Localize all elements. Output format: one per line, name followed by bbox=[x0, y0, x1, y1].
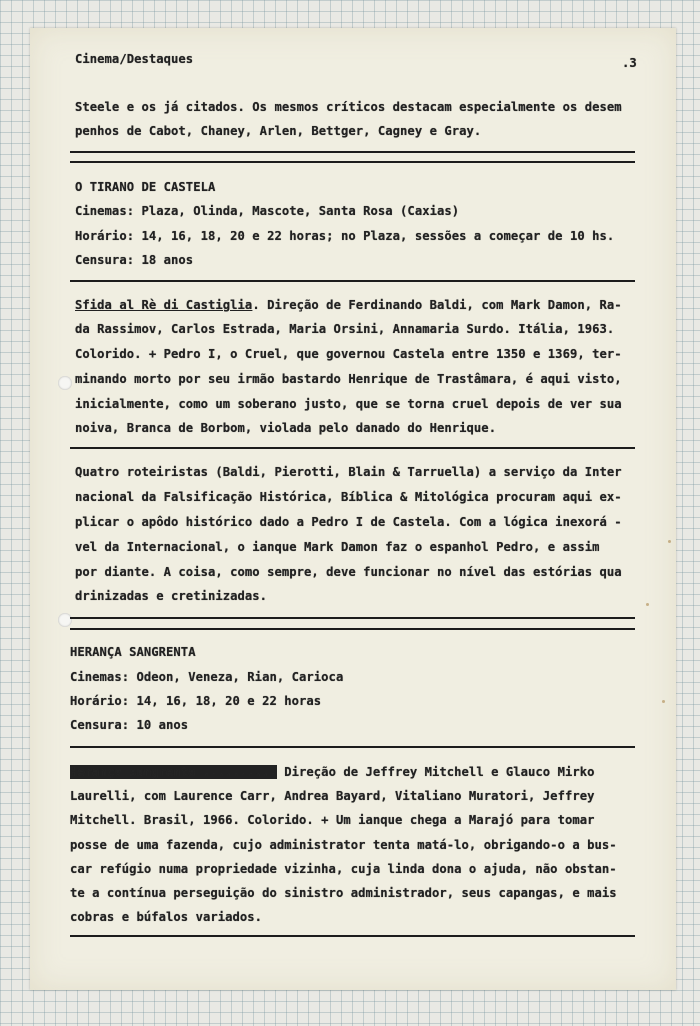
film-horario: Horário: 14, 16, 18, 20 e 22 horas; no Plaza, sessões a começar de 10 hs. bbox=[75, 229, 615, 243]
review-line: drinizadas e cretinizadas. bbox=[75, 589, 268, 603]
review-line: vel da Internacional, o ianque Mark Damon faz o espanhol Pedro, e assim bbox=[75, 540, 600, 554]
synopsis-line: te a contínua perseguição do sinistro administrador, seus capangas, e mais bbox=[70, 886, 617, 900]
film-censura: Censura: 10 anos bbox=[70, 718, 189, 732]
synopsis-line: posse de uma fazenda, cujo administrator tenta matá-lo, obrigando-o a bus- bbox=[70, 838, 617, 852]
film-cinemas: Cinemas: Plaza, Olinda, Mascote, Santa Rosa (Caxias) bbox=[75, 204, 460, 218]
divider bbox=[70, 746, 635, 748]
film-title: O TIRANO DE CASTELA bbox=[75, 180, 216, 194]
paper-stain bbox=[662, 700, 665, 703]
paper-stain bbox=[646, 603, 649, 606]
synopsis-line: Herança sangrenta .......... Direção de Jeffrey Mitchell e Glauco Mirko bbox=[70, 765, 595, 779]
synopsis-line: cobras e búfalos variados. bbox=[70, 910, 263, 924]
review-line: plicar o apôdo histórico dado a Pedro I de Castela. Com a lógica inexorá - bbox=[75, 515, 622, 529]
divider bbox=[70, 151, 635, 153]
synopsis-line: Sfida al Rè di Castiglia. Direção de Ferdinando Baldi, com Mark Damon, Ra- bbox=[75, 298, 622, 312]
film-censura: Censura: 18 anos bbox=[75, 253, 194, 267]
struck-out-title: Herança sangrenta .......... bbox=[70, 765, 277, 779]
synopsis-line: da Rassimov, Carlos Estrada, Maria Orsini, Annamaria Surdo. Itália, 1963. bbox=[75, 322, 615, 336]
synopsis-line: Colorido. + Pedro I, o Cruel, que governou Castela entre 1350 e 1369, ter- bbox=[75, 347, 622, 361]
synopsis-line: noiva, Branca de Borbom, violada pelo danado do Henrique. bbox=[75, 421, 497, 435]
page-number: .3 bbox=[622, 56, 637, 70]
review-line: nacional da Falsificação Histórica, Bíblica & Mitológica procuram aqui ex- bbox=[75, 490, 622, 504]
synopsis-line: minando morto por seu irmão bastardo Henrique de Trastâmara, é aqui visto, bbox=[75, 372, 622, 386]
review-line: por diante. A coisa, como sempre, deve funcionar no nível das estórias qua bbox=[75, 565, 622, 579]
original-title: Sfida al Rè di Castiglia bbox=[75, 298, 253, 312]
film-title: HERANÇA SANGRENTA bbox=[70, 645, 196, 659]
film-horario: Horário: 14, 16, 18, 20 e 22 horas bbox=[70, 694, 322, 708]
film-cinemas: Cinemas: Odeon, Veneza, Rian, Carioca bbox=[70, 670, 344, 684]
paper-stain bbox=[668, 540, 671, 543]
intro-line: Steele e os já citados. Os mesmos críticos destacam especialmente os desem bbox=[75, 100, 622, 114]
synopsis-line: inicialmente, como um soberano justo, que se torna cruel depois de ver sua bbox=[75, 397, 622, 411]
review-line: Quatro roteiristas (Baldi, Pierotti, Blain & Tarruella) a serviço da Inter bbox=[75, 465, 622, 479]
section-header: Cinema/Destaques bbox=[75, 52, 194, 66]
synopsis-line: car refúgio numa propriedade vizinha, cuja linda dona o ajuda, não obstan- bbox=[70, 862, 617, 876]
synopsis-line: Mitchell. Brasil, 1966. Colorido. + Um ianque chega a Marajó para tomar bbox=[70, 813, 595, 827]
divider bbox=[70, 447, 635, 449]
punch-hole-bottom bbox=[58, 613, 72, 627]
divider bbox=[70, 280, 635, 282]
punch-hole-top bbox=[58, 376, 72, 390]
synopsis-line: Laurelli, com Laurence Carr, Andrea Bayard, Vitaliano Muratori, Jeffrey bbox=[70, 789, 595, 803]
intro-line: penhos de Cabot, Chaney, Arlen, Bettger, Cagney e Gray. bbox=[75, 124, 482, 138]
divider bbox=[70, 617, 635, 619]
divider bbox=[70, 628, 635, 630]
divider bbox=[70, 161, 635, 163]
divider bbox=[70, 935, 635, 937]
